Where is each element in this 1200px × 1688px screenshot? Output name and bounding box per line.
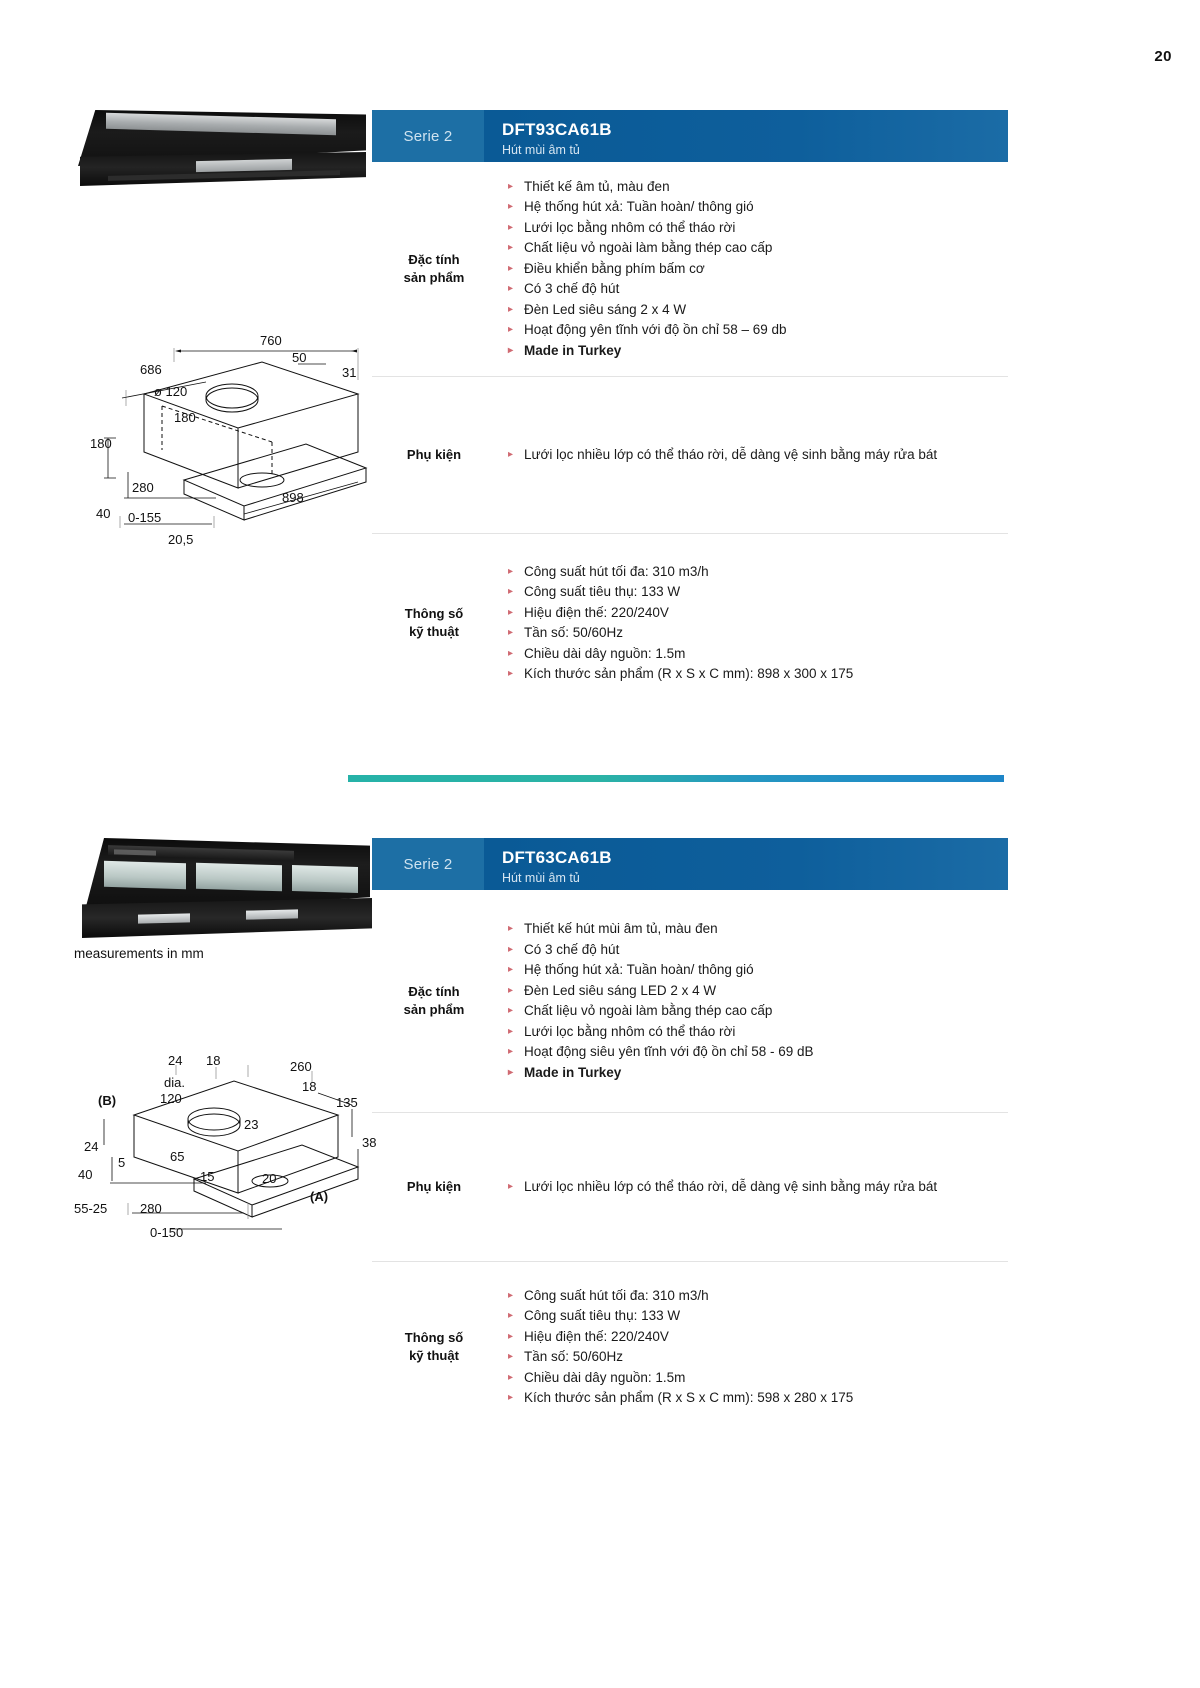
product-2-technical-label xyxy=(372,1329,500,1364)
dim-B: (B) xyxy=(98,1093,117,1108)
label-line-1: Phụ kiện xyxy=(406,447,462,463)
list-item: ▸ Có 3 chế độ hút xyxy=(504,940,1008,961)
product-1-technical-label xyxy=(372,605,500,640)
product-1-media-column xyxy=(70,110,370,552)
list-item: ▸ Chất liệu vỏ ngoài làm bằng thép cao cấp xyxy=(504,238,1008,259)
dim-18-right: 18 xyxy=(302,1079,317,1094)
product-1-serie-badge: Serie 2 xyxy=(372,110,484,162)
list-item: ▸ Kích thước sản phẩm (R x S x C mm): 898 x 300 x 175 xyxy=(504,664,1008,685)
dim-180-upper: 180 xyxy=(174,410,196,425)
label-line-2: sản phẩm xyxy=(403,1002,465,1017)
dim-55-25: 55-25 xyxy=(74,1201,108,1216)
dim-898: 898 xyxy=(282,490,304,505)
list-item: ▸ Lưới lọc nhiều lớp có thể tháo rời, dễ dàng vệ sinh bằng máy rửa bát xyxy=(504,1177,1008,1198)
product-1-accessories-label xyxy=(372,446,500,464)
list-item: ▸ Chất liệu vỏ ngoài làm bằng thép cao cấp xyxy=(504,1001,1008,1022)
list-item: ▸ Made in Turkey xyxy=(504,1063,1008,1084)
product-1-technical-list xyxy=(504,562,1008,685)
product-1-features-list xyxy=(504,177,1008,362)
list-item: ▸ Lưới lọc nhiều lớp có thể tháo rời, dễ dàng vệ sinh bằng máy rửa bát xyxy=(504,445,1008,466)
dim-0-155: 0-155 xyxy=(128,510,162,525)
page-number: 20 xyxy=(1154,48,1172,65)
dim-686: 686 xyxy=(140,362,162,377)
list-item: ▸ Công suất hút tối đa: 310 m3/h xyxy=(504,562,1008,583)
product-1-header xyxy=(372,110,1008,162)
list-item: ▸ Chiều dài dây nguồn: 1.5m xyxy=(504,1368,1008,1389)
list-item: ▸ Hoạt động yên tĩnh với độ ồn chỉ 58 – 69 db xyxy=(504,320,1008,341)
list-item: ▸ Hệ thống hút xả: Tuần hoàn/ thông gió xyxy=(504,960,1008,981)
dim-120: 120 xyxy=(160,1091,182,1106)
dim-dia-label: dia. xyxy=(164,1075,185,1090)
product-2-photo xyxy=(78,838,374,946)
list-item: ▸ Thiết kế hút mùi âm tủ, màu đen xyxy=(504,919,1008,940)
dim-23: 23 xyxy=(244,1117,259,1132)
dim-135: 135 xyxy=(336,1095,358,1110)
dim-24-left: 24 xyxy=(84,1139,99,1154)
product-1-subtitle: Hút mùi âm tủ xyxy=(502,142,580,157)
list-item: ▸ Tần số: 50/60Hz xyxy=(504,1347,1008,1368)
list-item: ▸ Đèn Led siêu sáng 2 x 4 W xyxy=(504,300,1008,321)
dim-180-left: 180 xyxy=(90,436,112,451)
product-2-technical-list xyxy=(504,1286,1008,1409)
dim-760: 760 xyxy=(260,333,282,348)
dim-65: 65 xyxy=(170,1149,185,1164)
list-item: ▸ Hoạt động siêu yên tĩnh với độ ồn chỉ 58 - 69 dB xyxy=(504,1042,1008,1063)
product-2-media-column xyxy=(70,838,377,1253)
product-2-technical-row xyxy=(372,1261,1008,1432)
dim-260: 260 xyxy=(290,1059,312,1074)
list-item: ▸ Hiệu điện thế: 220/240V xyxy=(504,1327,1008,1348)
product-2-accessories-row xyxy=(372,1112,1008,1261)
product-2-features-row xyxy=(372,890,1008,1112)
list-item: ▸ Công suất tiêu thụ: 133 W xyxy=(504,582,1008,603)
list-item: ▸ Công suất hút tối đa: 310 m3/h xyxy=(504,1286,1008,1307)
list-item: ▸ Có 3 chế độ hút xyxy=(504,279,1008,300)
dim-5: 5 xyxy=(118,1155,126,1170)
dim-38: 38 xyxy=(362,1135,377,1150)
product-2-technical-drawing xyxy=(66,1053,386,1253)
list-item: ▸ Made in Turkey xyxy=(504,341,1008,362)
label-line-1: Thông số xyxy=(404,606,464,622)
dim-40: 40 xyxy=(96,506,111,521)
dim-15: 15 xyxy=(200,1169,215,1184)
list-item: ▸ Kích thước sản phẩm (R x S x C mm): 598 x 280 x 175 xyxy=(504,1388,1008,1409)
product-2-features-label xyxy=(372,983,500,1018)
dim-18-top: 18 xyxy=(206,1053,221,1068)
product-1-model: DFT93CA61B xyxy=(502,120,612,140)
dim-280: 280 xyxy=(132,480,154,495)
product-1-features-row xyxy=(372,162,1008,376)
label-line-2: kỹ thuật xyxy=(409,1348,459,1363)
label-line-1: Đặc tính xyxy=(408,252,460,268)
dim-20-5: 20,5 xyxy=(168,532,194,547)
product-2-accessories-list xyxy=(504,1177,1008,1198)
list-item: ▸ Thiết kế âm tủ, màu đen xyxy=(504,177,1008,198)
list-item: ▸ Chiều dài dây nguồn: 1.5m xyxy=(504,644,1008,665)
dim-A: (A) xyxy=(310,1189,329,1204)
product-1-info-column xyxy=(372,110,1008,712)
list-item: ▸ Lưới lọc bằng nhôm có thể tháo rời xyxy=(504,1022,1008,1043)
product-2-features-list xyxy=(504,919,1008,1083)
section-divider xyxy=(348,775,1004,782)
list-item: ▸ Đèn Led siêu sáng LED 2 x 4 W xyxy=(504,981,1008,1002)
list-item: ▸ Tần số: 50/60Hz xyxy=(504,623,1008,644)
label-line-2: sản phẩm xyxy=(403,270,465,285)
label-line-2: kỹ thuật xyxy=(409,624,459,639)
dim-24-top: 24 xyxy=(168,1053,183,1068)
dim-40-left: 40 xyxy=(78,1167,93,1182)
product-1-technical-drawing xyxy=(66,302,376,552)
measurements-note: measurements in mm xyxy=(74,946,204,961)
dim-0-150: 0-150 xyxy=(150,1225,184,1240)
product-2-accessories-label xyxy=(372,1178,500,1196)
product-2-model: DFT63CA61B xyxy=(502,848,612,868)
list-item: ▸ Công suất tiêu thụ: 133 W xyxy=(504,1306,1008,1327)
dim-diameter-120: ø 120 xyxy=(154,384,188,399)
product-2-info-column xyxy=(372,838,1008,1432)
product-1-accessories-list xyxy=(504,445,1008,466)
dim-280: 280 xyxy=(140,1201,162,1216)
dim-20: 20 xyxy=(262,1171,277,1186)
product-1-technical-row xyxy=(372,533,1008,712)
list-item: ▸ Hiệu điện thế: 220/240V xyxy=(504,603,1008,624)
product-2-header xyxy=(372,838,1008,890)
list-item: ▸ Hệ thống hút xả: Tuần hoàn/ thông gió xyxy=(504,197,1008,218)
dim-50: 50 xyxy=(292,350,307,365)
product-2-subtitle: Hút mùi âm tủ xyxy=(502,870,580,885)
list-item: ▸ Lưới lọc bằng nhôm có thể tháo rời xyxy=(504,218,1008,239)
product-1-features-label xyxy=(372,251,500,286)
label-line-1: Phụ kiện xyxy=(406,1179,462,1195)
product-1-accessories-row xyxy=(372,376,1008,533)
dim-31: 31 xyxy=(342,365,357,380)
label-line-1: Thông số xyxy=(404,1330,464,1346)
label-line-1: Đặc tính xyxy=(408,984,460,1000)
product-1-photo xyxy=(78,110,366,198)
product-2-serie-badge: Serie 2 xyxy=(372,838,484,890)
list-item: ▸ Điều khiển bằng phím bấm cơ xyxy=(504,259,1008,280)
